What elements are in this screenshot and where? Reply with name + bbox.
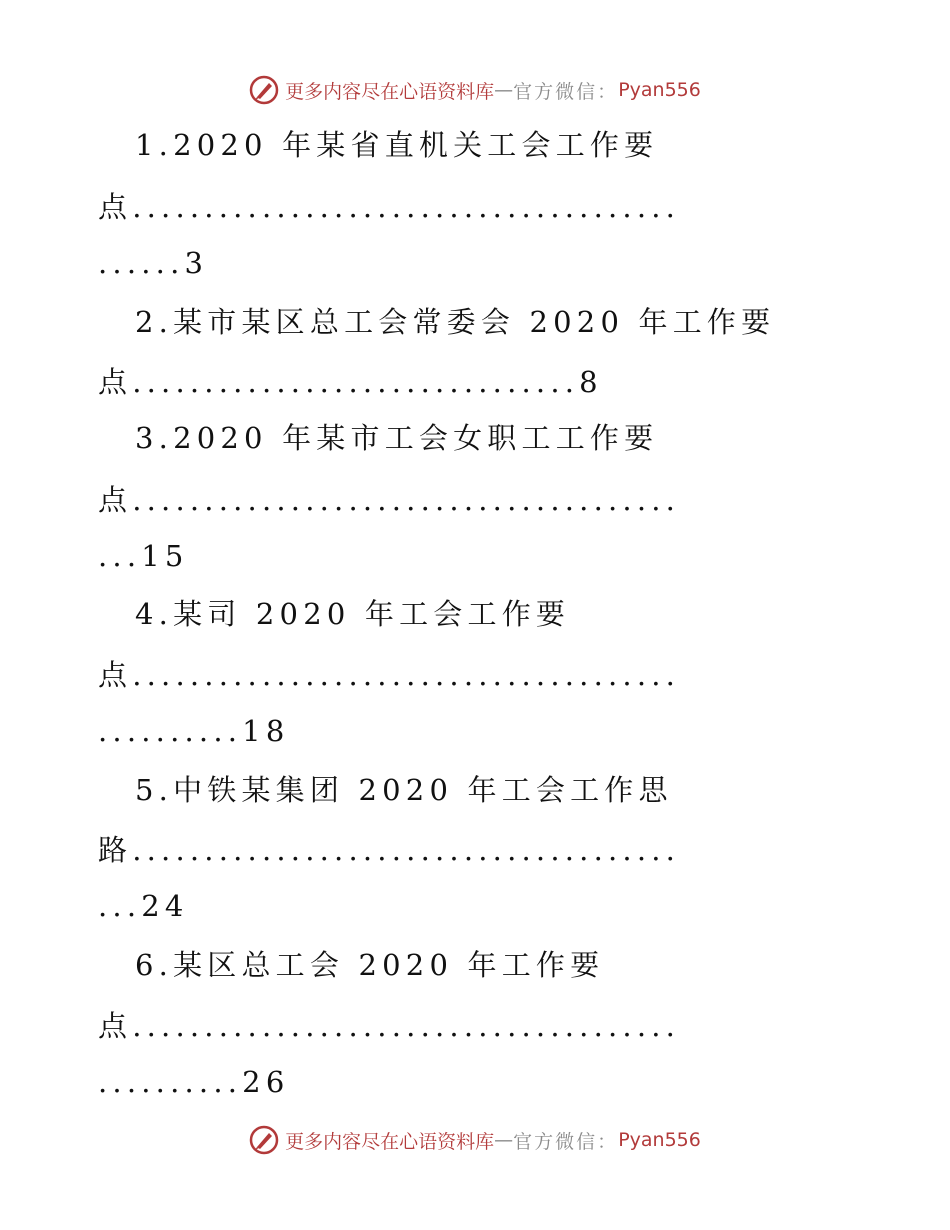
toc-entry-1-title[interactable]: 1.2020 年某省直机关工会工作要 xyxy=(135,128,659,162)
banner-wechat-label: 官方微信： xyxy=(513,1130,619,1153)
banner-separator: — xyxy=(494,1129,514,1151)
toc-entry-4-title[interactable]: 4.某司 2020 年工会工作要 xyxy=(135,597,571,631)
toc-entry-2-title[interactable]: 2.某市某区总工会常委会 2020 年工作要 xyxy=(135,305,776,339)
banner-main-text: 更多内容尽在心语资料库 xyxy=(285,80,495,103)
banner-main-text: 更多内容尽在心语资料库 xyxy=(285,1130,495,1153)
banner-wechat-handle: Pyan556 xyxy=(618,79,701,101)
toc-entry-3-leader[interactable]: 点...................................... xyxy=(98,483,681,517)
toc-entry-3-page[interactable]: ...15 xyxy=(98,539,189,573)
toc-entry-5-page[interactable]: ...24 xyxy=(98,889,189,923)
toc-entry-4-leader[interactable]: 点...................................... xyxy=(98,658,681,692)
toc-entry-1-leader[interactable]: 点...................................... xyxy=(98,190,681,224)
quill-pen-logo-icon xyxy=(249,75,279,105)
banner-wechat-label: 官方微信： xyxy=(513,80,619,103)
header-watermark-banner xyxy=(0,72,950,108)
banner-separator: — xyxy=(494,79,514,101)
toc-entry-6-page[interactable]: ..........26 xyxy=(98,1065,290,1099)
toc-entry-5-leader[interactable]: 路...................................... xyxy=(98,833,681,867)
toc-entry-4-page[interactable]: ..........18 xyxy=(98,714,290,748)
toc-entry-5-title[interactable]: 5.中铁某集团 2020 年工会工作思 xyxy=(135,773,673,807)
footer-watermark-banner xyxy=(0,1122,950,1158)
toc-entry-6-leader[interactable]: 点...................................... xyxy=(98,1009,681,1043)
quill-pen-logo-icon xyxy=(249,1125,279,1155)
toc-entry-1-page[interactable]: ......3 xyxy=(98,246,209,280)
toc-entry-2-leader-page[interactable]: 点...............................8 xyxy=(98,365,603,399)
banner-wechat-handle: Pyan556 xyxy=(618,1129,701,1151)
toc-entry-6-title[interactable]: 6.某区总工会 2020 年工作要 xyxy=(135,948,605,982)
toc-entry-3-title[interactable]: 3.2020 年某市工会女职工工作要 xyxy=(135,421,659,455)
